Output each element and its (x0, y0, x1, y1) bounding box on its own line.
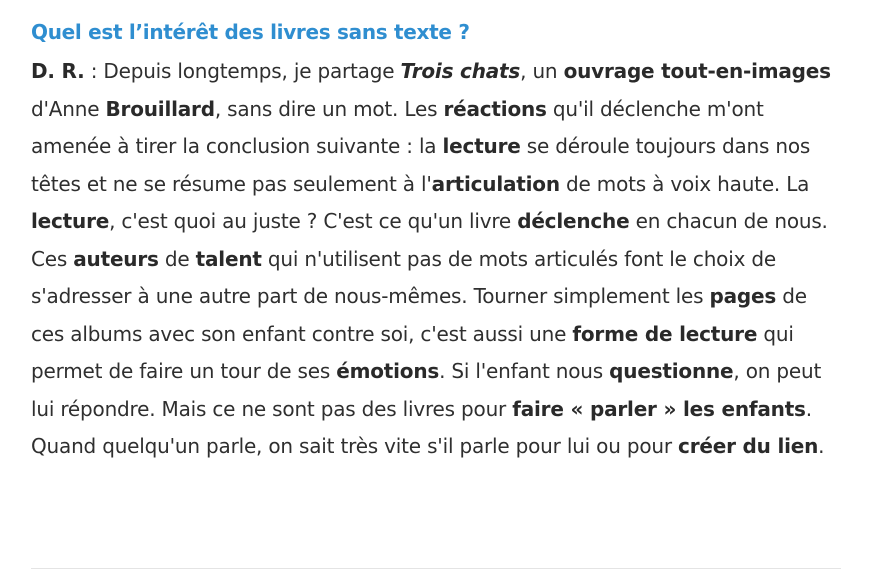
answer-text: en chacun de nous. Ces (31, 209, 828, 271)
answer-text: , on peut lui répondre. Mais ce ne sont pas des livres pour (31, 359, 822, 421)
answer-emphasis: pages (709, 284, 777, 308)
answer-emphasis: forme de lecture (572, 321, 758, 346)
answer-emphasis: déclenche (517, 209, 630, 233)
answer-text: , c'est quoi au juste ? C'est ce qu'un livre (109, 209, 518, 233)
answer-emphasis: réactions (443, 96, 547, 121)
answer-emphasis: lecture (31, 209, 110, 233)
answer-emphasis: questionne (609, 359, 734, 383)
answer-text: , un (520, 59, 564, 83)
interview-question: Quel est l’intérêt des livres sans texte ? (31, 20, 470, 44)
answer-emphasis: émotions (336, 359, 440, 383)
answer-text: d'Anne (31, 96, 106, 121)
divider (31, 568, 841, 569)
answer-text: de (158, 246, 196, 271)
answer-text: , sans dire un mot. Les (214, 96, 444, 121)
answer-text: se déroule toujours dans nos têtes et ne se résume pas seulement à l' (31, 134, 811, 196)
answer-text: de mots à voix haute. La (559, 171, 810, 196)
answer-text: qui permet de faire un tour de ses (31, 321, 794, 383)
interview-answer (31, 53, 841, 466)
answer-emphasis: Brouillard (105, 96, 215, 121)
answer-emphasis: Trois chats (400, 59, 521, 83)
answer-text: qui n'utilisent pas de mots articulés font le choix de s'adresser à une autre part de nous-mêmes. Tourner simplement les (31, 246, 776, 308)
answer-text: de ces albums avec son enfant contre soi, c'est aussi une (31, 284, 807, 346)
answer-text: qu'il déclenche m'ont amenée à tirer la conclusion suivante : la (31, 96, 764, 158)
answer-emphasis: ouvrage tout-en-images (563, 59, 831, 83)
answer-emphasis: D. R. (31, 59, 85, 83)
answer-emphasis: créer du lien (678, 434, 819, 458)
answer-text: : Depuis longtemps, je partage (84, 59, 401, 83)
answer-text: . Si l'enfant nous (439, 359, 610, 383)
answer-emphasis: lecture (442, 134, 521, 158)
answer-text: . Quand quelqu'un parle, on sait très vite s'il parle pour lui ou pour (31, 396, 812, 458)
answer-text: . (818, 434, 825, 458)
answer-emphasis: talent (195, 246, 262, 271)
answer-emphasis: articulation (431, 171, 560, 196)
answer-emphasis: faire « parler » les enfants (512, 396, 806, 421)
answer-emphasis: auteurs (73, 246, 159, 271)
